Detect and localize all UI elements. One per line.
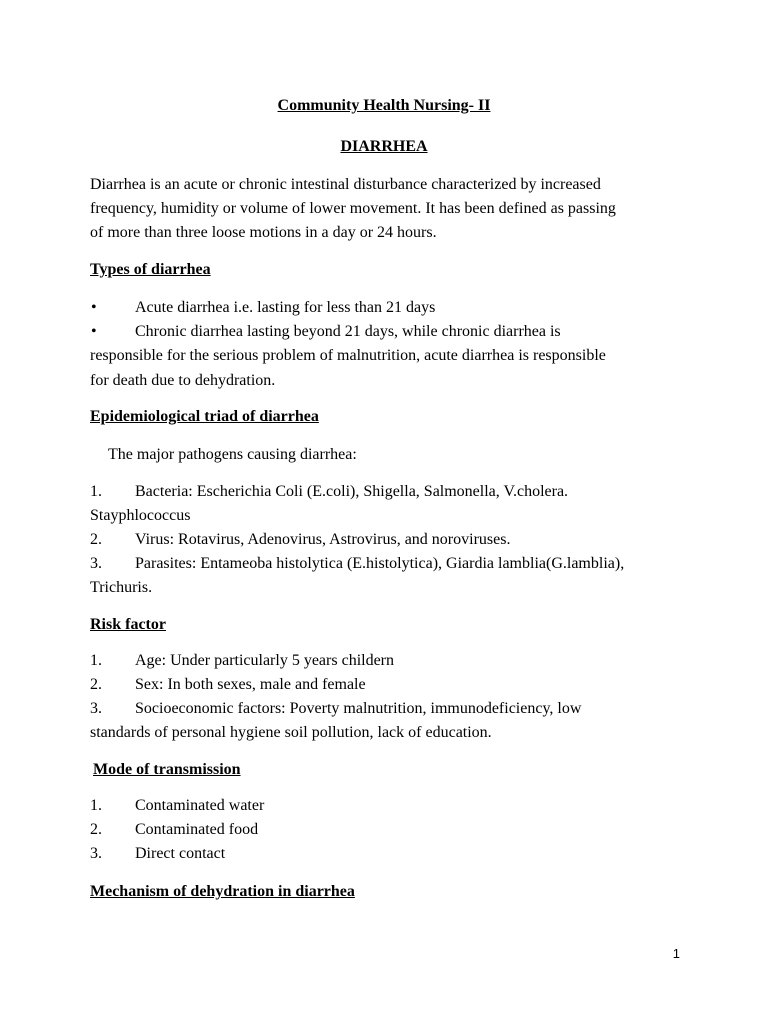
list-item: Acute diarrhea i.e. lasting for less than 21 days	[135, 299, 436, 316]
intro-line: of more than three loose motions in a day or 24 hours.	[90, 224, 437, 241]
list-item-continuation: Trichuris.	[90, 579, 153, 596]
intro-line: Diarrhea is an acute or chronic intestinal disturbance characterized by increased	[90, 176, 601, 193]
list-number: 1.	[90, 652, 102, 669]
bullet-marker: •	[91, 299, 97, 316]
list-item-continuation: responsible for the serious problem of malnutrition, acute diarrhea is responsible	[90, 347, 606, 364]
list-number: 3.	[90, 700, 102, 717]
list-number: 1.	[90, 797, 102, 814]
intro-line: frequency, humidity or volume of lower movement. It has been defined as passing	[90, 200, 616, 217]
list-item: Virus: Rotavirus, Adenovirus, Astrovirus, and noroviruses.	[135, 531, 511, 548]
list-number: 2.	[90, 821, 102, 838]
pathogens-lead: The major pathogens causing diarrhea:	[108, 446, 357, 463]
list-item-continuation: standards of personal hygiene soil pollution, lack of education.	[90, 724, 492, 741]
page-number: 1	[672, 946, 680, 961]
list-item: Contaminated food	[135, 821, 259, 838]
list-number: 2.	[90, 531, 102, 548]
bullet-marker: •	[91, 323, 97, 340]
risk-heading: Risk factor	[90, 616, 166, 633]
list-item: Parasites: Entameoba histolytica (E.histolytica), Giardia lamblia(G.lamblia),	[135, 555, 625, 572]
transmission-heading: Mode of transmission	[93, 761, 241, 778]
topic-title: DIARRHEA	[340, 138, 428, 155]
list-number: 3.	[90, 845, 102, 862]
list-number: 2.	[90, 676, 102, 693]
epidemiology-heading: Epidemiological triad of diarrhea	[90, 408, 319, 425]
list-number: 1.	[90, 483, 102, 500]
mechanism-heading: Mechanism of dehydration in diarrhea	[90, 883, 355, 900]
list-item: Chronic diarrhea lasting beyond 21 days, while chronic diarrhea is	[135, 323, 561, 340]
list-item: Sex: In both sexes, male and female	[135, 676, 366, 693]
list-item-continuation: for death due to dehydration.	[90, 372, 276, 389]
list-item: Direct contact	[135, 845, 226, 862]
list-item: Age: Under particularly 5 years childern	[135, 652, 395, 669]
list-item-continuation: Stayphlococcus	[90, 507, 191, 524]
list-item: Socioeconomic factors: Poverty malnutrition, immunodeficiency, low	[135, 700, 582, 717]
list-number: 3.	[90, 555, 102, 572]
types-heading: Types of diarrhea	[90, 261, 211, 278]
list-item: Contaminated water	[135, 797, 265, 814]
course-title: Community Health Nursing- II	[277, 97, 491, 114]
list-item: Bacteria: Escherichia Coli (E.coli), Shigella, Salmonella, V.cholera.	[135, 483, 569, 500]
